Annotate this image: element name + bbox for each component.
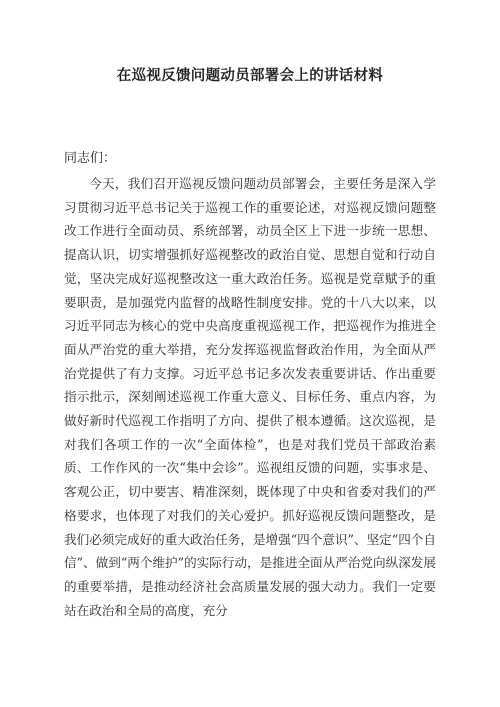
body-paragraph: 今天，我们召开巡视反馈问题动员部署会，主要任务是深入学习贯彻习近平总书记关于巡视工作的重要论述，对巡视反馈问题整改工作进行全面动员、系统部署，动员全区上下进一步统一思想、提高认识，切实增强抓好巡视整改的政治自觉、思想自觉和行动自觉，坚决完成好巡视整改这一重大政治任务。巡视是党章赋予的重要职责，是加强党内监督的战略性制度安排。党的十八大以来，以习近平同志为核心的党中央高度重视巡视工作，把巡视作为推进全面从严治党的重大举措，充分发挥巡视监督政治作用，为全面从严治党提供了有力支撑。习近平总书记多次发表重要讲话、作出重要指示批示，深刻阐述巡视工作重大意义、目标任务、重点内容，为做好新时代巡视工作指明了方向、提供了根本遵循。这次巡视，是对我们各项工作的一次“全面体检”，也是对我们党员干部政治素质、工作作风的一次“集中会诊”。巡视组反馈的问题，实事求是、客观公正，切中要害、精准深刻，既体现了中央和省委对我们的严格要求，也体现了对我们的关心爱护。抓好巡视反馈问题整改，是我们必须完成好的重大政治任务，是增强“四个意识”、坚定“四个自信”、做到“两个维护”的实际行动，是推进全面从严治党向纵深发展的重要举措，是推动经济社会高质量发展的强大动力。我们一定要站在政治和全局的高度，充分 xyxy=(64,176,436,618)
document-title: 在巡视反馈问题动员部署会上的讲话材料 xyxy=(116,68,384,84)
salutation: 同志们： xyxy=(64,151,117,166)
